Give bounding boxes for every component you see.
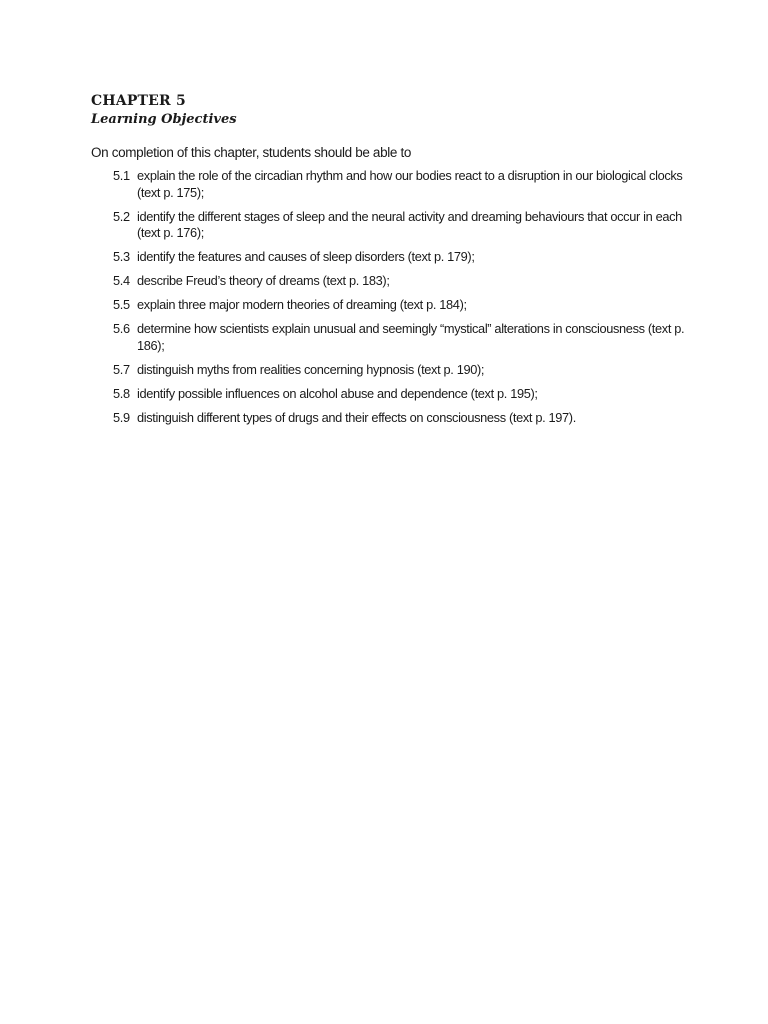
objective-number: 5.8 (113, 385, 130, 401)
objective-number: 5.9 (113, 409, 130, 425)
list-item (113, 273, 693, 290)
objective-number: 5.5 (113, 297, 130, 312)
objective-number: 5.1 (113, 168, 130, 183)
objective-text: explain the role of the circadian rhythm and how our bodies react to a disruption in our biological clocks (text p. 175); (137, 168, 683, 200)
objective-number: 5.3 (113, 249, 130, 264)
list-item (113, 209, 693, 242)
intro-text: On completion of this chapter, students should be able to (91, 145, 412, 160)
objectives-list (113, 168, 693, 434)
objective-text: identify the different stages of sleep and the neural activity and dreaming behaviours that occur in each (text p. 176); (137, 208, 682, 240)
objective-text: explain three major modern theories of dreaming (text p. 184); (137, 297, 467, 312)
list-item (113, 386, 693, 403)
objective-number: 5.6 (113, 321, 130, 336)
objective-text: describe Freud’s theory of dreams (text p. 183); (137, 273, 390, 288)
objective-text: distinguish myths from realities concerning hypnosis (text p. 190); (137, 361, 485, 377)
list-item (113, 362, 693, 379)
objective-text: identify the features and causes of sleep disorders (text p. 179); (137, 249, 475, 264)
objective-number: 5.4 (113, 273, 130, 288)
list-item (113, 297, 693, 314)
chapter-subtitle: Learning Objectives (91, 112, 237, 127)
objective-number: 5.7 (113, 361, 130, 377)
list-item (113, 321, 693, 354)
list-item (113, 249, 693, 266)
objective-text: distinguish different types of drugs and their effects on consciousness (text p. 197). (137, 409, 576, 425)
chapter-title: CHAPTER 5 (91, 93, 186, 109)
objective-text: identify possible influences on alcohol abuse and dependence (text p. 195); (137, 385, 538, 401)
list-item (113, 168, 693, 201)
objective-number: 5.2 (113, 208, 130, 224)
list-item (113, 410, 693, 427)
objective-text: determine how scientists explain unusual and seemingly “mystical” alterations in consciousness (text p. 186); (137, 321, 685, 353)
